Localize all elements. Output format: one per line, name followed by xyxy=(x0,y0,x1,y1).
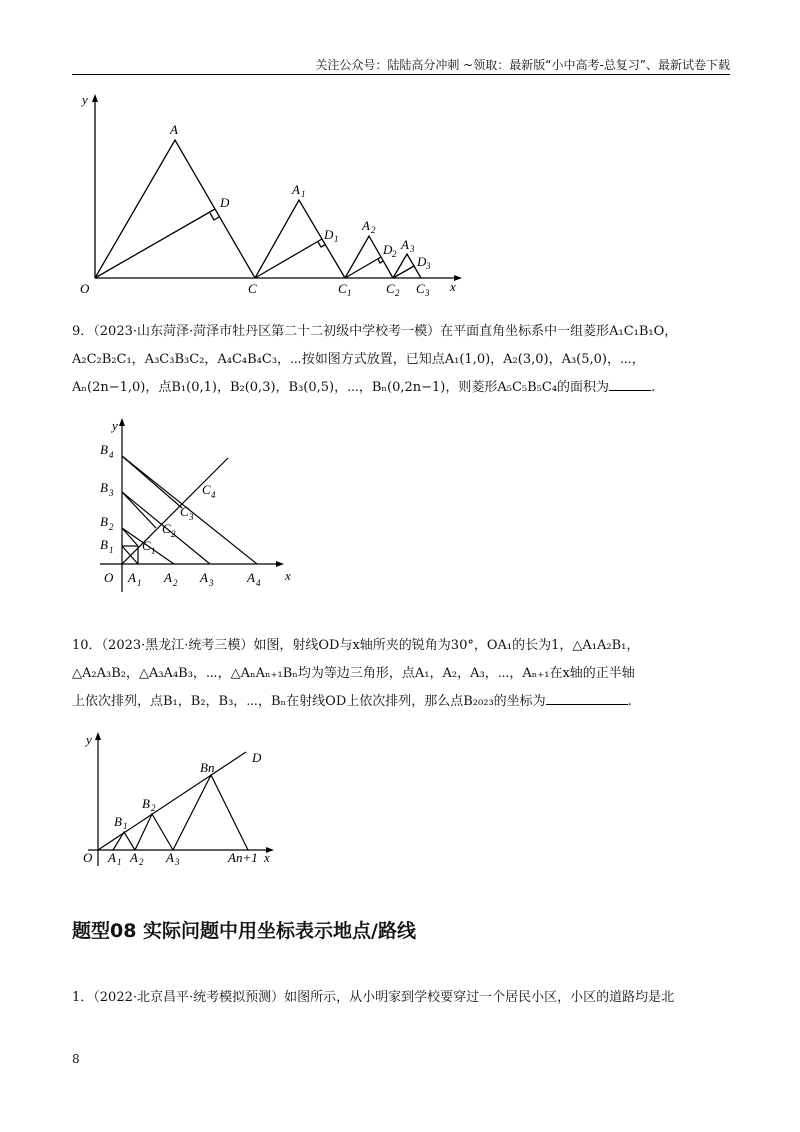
fig1-label-A3-sub: 3 xyxy=(410,244,415,254)
problem-10-line-3 xyxy=(72,688,732,716)
fig1-label-x: x xyxy=(450,279,456,294)
fig2-label-C4: C xyxy=(202,482,211,497)
fig3-label-A2-sub: 2 xyxy=(139,857,144,867)
problem-1-line-1: 1．（2022·北京昌平·统考模拟预测）如图所示，从小明家到学校要穿过一个居民小区，小区的道路均是北 xyxy=(72,990,675,1005)
fig1-label-D3-sub: 3 xyxy=(426,261,431,271)
header-rule xyxy=(72,74,730,75)
fig1-label-C1: C xyxy=(338,281,347,296)
fig1-label-A3: A xyxy=(401,237,409,252)
fig1-label-O: O xyxy=(80,281,90,296)
fig2-label-x: x xyxy=(285,568,291,583)
fig2-label-C2-sub: 2 xyxy=(171,529,176,539)
fig2-label-A2: A xyxy=(164,570,172,585)
fig3-label-A2: A xyxy=(130,850,138,865)
fig3-label-Bn: Bn xyxy=(200,760,215,775)
fig2-label-A3: A xyxy=(200,570,208,585)
fig3-label-y: y xyxy=(86,732,92,747)
fig3-label-x: x xyxy=(264,850,270,865)
answer-blank[interactable] xyxy=(609,376,651,391)
fig2-label-A1-sub: 1 xyxy=(137,578,142,588)
fig1-label-A2-sub: 2 xyxy=(371,225,376,235)
figure-equilateral xyxy=(78,730,288,870)
fig1-label-C2-sub: 2 xyxy=(395,288,400,298)
fig2-label-y: y xyxy=(112,418,118,433)
fig2-label-A4-sub: 4 xyxy=(256,578,261,588)
problem-9-end: . xyxy=(651,380,656,395)
fig2-label-B3: B xyxy=(100,480,108,495)
problem-9-line-2: A₂C₂B₂C₁，A₃C₃B₃C₂，A₄C₄B₄C₃，⋯按如图方式放置，已知点A₁(1,0)，A₂(3,0)，A₃(5,0)，⋯， xyxy=(72,352,645,367)
fig1-label-D1: D xyxy=(324,227,334,242)
fig1-label-C: C xyxy=(248,281,257,296)
problem-10-line-1: 10．（2023·黑龙江·统考三模）如图，射线OD与x轴所夹的锐角为30°，OA₁的长为1，△A₁A₂B₁， xyxy=(72,638,640,653)
fig1-label-D3: D xyxy=(417,254,427,269)
problem-1 xyxy=(72,984,732,1012)
fig3-label-B1: B xyxy=(114,814,122,829)
fig2-label-B2: B xyxy=(100,514,108,529)
fig1-label-C3: C xyxy=(416,281,425,296)
page-header: 关注公众号：陆陆高分冲刺 ~领取：最新版“小中高考-总复习”、最新试卷下载 xyxy=(315,58,730,72)
fig3-label-A3-sub: 3 xyxy=(175,857,180,867)
fig2-label-B4-sub: 4 xyxy=(109,450,114,460)
fig2-label-A1: A xyxy=(128,570,136,585)
fig2-label-B2-sub: 2 xyxy=(109,522,114,532)
problem-9-line-1: 9．（2023·山东菏泽·菏泽市牡丹区第二十二初级中学校考一模）在平面直角坐标系中一组菱形A₁C₁B₁O， xyxy=(72,324,678,339)
answer-blank-10[interactable] xyxy=(546,690,628,705)
fig2-label-O: O xyxy=(104,570,114,585)
fig2-label-B4: B xyxy=(100,442,108,457)
fig1-label-D2-sub: 2 xyxy=(392,249,397,259)
fig2-label-B3-sub: 3 xyxy=(109,488,114,498)
fig1-label-A1: A xyxy=(292,182,300,197)
fig1-label-A: A xyxy=(170,122,178,137)
fig3-label-A3: A xyxy=(166,850,174,865)
figure-triangles xyxy=(70,88,470,298)
fig1-label-D1-sub: 1 xyxy=(334,234,339,244)
fig1-label-y: y xyxy=(82,92,88,107)
fig3-label-A1: A xyxy=(108,850,116,865)
problem-10-line-3-text: 上依次排列，点B₁，B₂，B₃，⋯，Bₙ在射线OD上依次排列，那么点B₂₀₂₃的坐标为 xyxy=(72,694,546,709)
figure-rhombuses-svg xyxy=(90,412,310,597)
fig3-label-B2-sub: 2 xyxy=(151,803,156,813)
fig1-label-C3-sub: 3 xyxy=(425,288,430,298)
figure-triangles-svg xyxy=(70,88,470,298)
problem-10-end: . xyxy=(627,694,632,709)
fig3-label-An1: An+1 xyxy=(228,850,258,865)
fig1-label-D: D xyxy=(220,195,230,210)
fig2-label-A2-sub: 2 xyxy=(173,578,178,588)
fig3-label-B1-sub: 1 xyxy=(123,821,128,831)
section-heading: 题型08 实际问题中用坐标表示地点/路线 xyxy=(72,920,416,942)
fig2-label-B1-sub: 1 xyxy=(109,545,114,555)
fig3-label-O: O xyxy=(83,850,93,865)
figure-rhombuses xyxy=(90,412,310,597)
problem-10 xyxy=(72,632,732,716)
fig2-label-B1: B xyxy=(100,537,108,552)
fig2-label-A3-sub: 3 xyxy=(209,578,214,588)
figure-equilateral-svg xyxy=(78,730,288,870)
fig2-label-C1-sub: 1 xyxy=(151,546,156,556)
page-number: 8 xyxy=(72,1052,80,1066)
fig2-label-C3: C xyxy=(180,504,189,519)
problem-9-line-3-text: Aₙ(2n−1,0)，点B₁(0,1)，B₂(0,3)，B₃(0,5)，⋯，Bₙ(0,2n−1)，则菱形A₅C₅B₅C₄的面积为 xyxy=(72,380,610,395)
fig3-label-B2: B xyxy=(142,796,150,811)
fig3-label-A1-sub: 1 xyxy=(117,857,122,867)
problem-9 xyxy=(72,318,732,402)
fig3-label-D: D xyxy=(252,750,262,765)
fig2-label-C4-sub: 4 xyxy=(211,490,216,500)
fig2-label-C1: C xyxy=(142,538,151,553)
fig2-label-A4: A xyxy=(247,570,255,585)
fig1-label-D2: D xyxy=(383,242,393,257)
fig1-label-C2: C xyxy=(386,281,395,296)
fig1-label-C1-sub: 1 xyxy=(347,288,352,298)
problem-10-line-2: △A₂A₃B₂，△A₃A₄B₃，⋯，△AₙAₙ₊₁Bₙ均为等边三角形，点A₁，A₂，A₃，⋯，Aₙ₊₁在x轴的正半轴 xyxy=(72,666,635,681)
fig1-label-A1-sub: 1 xyxy=(301,189,306,199)
fig1-label-A2: A xyxy=(362,218,370,233)
fig2-label-C2: C xyxy=(162,521,171,536)
fig2-label-C3-sub: 3 xyxy=(189,512,194,522)
problem-9-line-3 xyxy=(72,374,732,402)
